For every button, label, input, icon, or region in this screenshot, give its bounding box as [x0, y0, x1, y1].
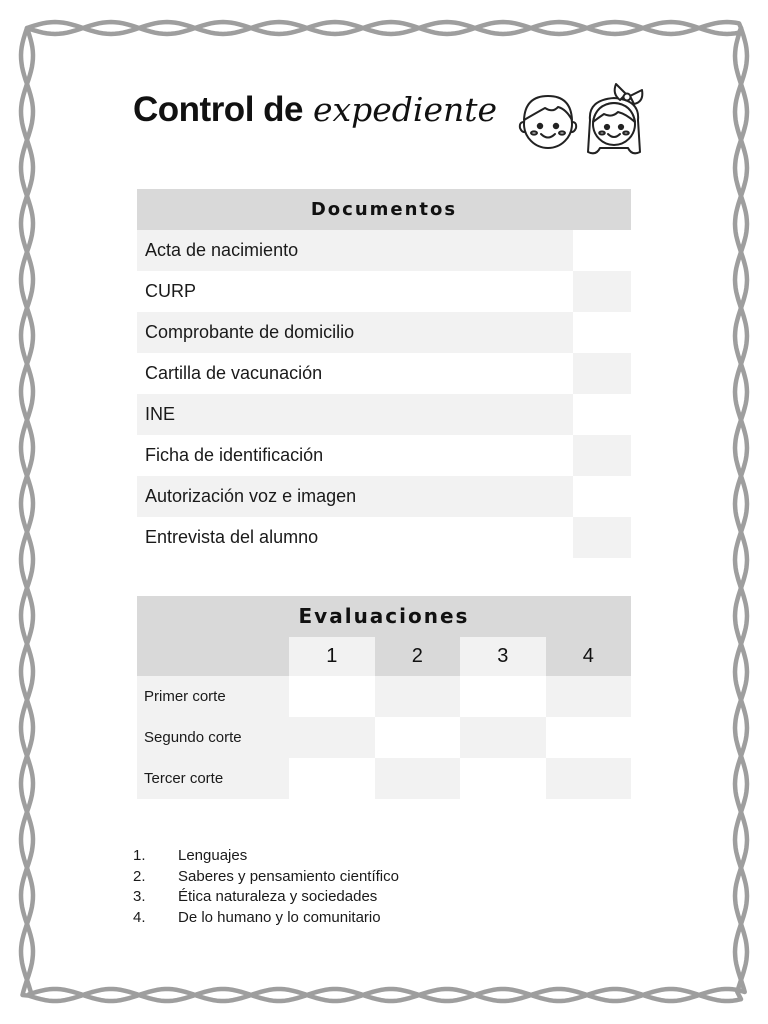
document-check-cell — [573, 353, 631, 394]
document-label: CURP — [145, 281, 197, 301]
document-row — [137, 271, 631, 312]
document-row — [137, 353, 631, 394]
evaluation-column-number: 1 — [289, 637, 375, 676]
kids-illustration — [516, 76, 650, 160]
documents-header: Documentos — [137, 189, 631, 230]
list-text: Lenguajes — [178, 847, 248, 864]
document-label: Ficha de identificación — [145, 445, 324, 465]
document-check-cell — [573, 517, 631, 558]
evaluation-cell — [289, 717, 375, 758]
list-item — [133, 908, 553, 929]
list-number: 1. — [133, 847, 146, 864]
evaluation-cell — [546, 676, 632, 717]
document-label: Comprobante de domicilio — [137, 312, 573, 353]
evaluation-cell — [289, 676, 375, 717]
document-label: Cartilla de vacunación — [145, 363, 323, 383]
list-number: 4. — [133, 908, 146, 926]
document-row — [137, 517, 631, 558]
title-main: Control de — [133, 90, 303, 129]
evaluation-column-number: 3 — [460, 637, 546, 676]
evaluation-row-label: Tercer corte — [137, 758, 289, 799]
document-check-cell — [573, 271, 631, 312]
document-label: Autorización voz e imagen — [137, 476, 573, 517]
evaluation-cell — [289, 758, 375, 799]
list-item — [133, 887, 553, 908]
list-text: De lo humano y lo comunitario — [178, 908, 381, 926]
evaluation-row-label: Segundo corte — [137, 717, 289, 758]
document-check-cell — [573, 230, 631, 271]
document-row — [137, 312, 631, 353]
evaluation-cell — [546, 717, 632, 758]
evaluations-header-corner — [137, 637, 289, 676]
document-label: INE — [137, 394, 573, 435]
evaluation-cell — [460, 758, 546, 799]
list-item — [133, 846, 553, 867]
list-item — [133, 867, 553, 888]
title-script: expediente — [312, 90, 498, 129]
evaluations-column-header-row — [137, 637, 631, 676]
evaluation-row — [137, 758, 631, 799]
evaluation-row — [137, 717, 631, 758]
page-title — [133, 90, 497, 146]
evaluations-table — [137, 596, 631, 799]
list-number: 3. — [133, 888, 146, 905]
document-row — [137, 394, 631, 435]
evaluation-cell — [460, 676, 546, 717]
boy-face-icon — [520, 96, 576, 148]
document-row — [137, 476, 631, 517]
list-text: Saberes y pensamiento científico — [178, 867, 399, 885]
document-check-cell — [573, 476, 631, 517]
evaluation-cell — [375, 758, 461, 799]
documents-table — [137, 189, 631, 558]
evaluation-row-label: Primer corte — [137, 676, 289, 717]
document-check-cell — [573, 312, 631, 353]
evaluation-cell — [375, 717, 461, 758]
document-check-cell — [573, 435, 631, 476]
evaluation-row — [137, 676, 631, 717]
list-number: 2. — [133, 867, 146, 885]
evaluation-cell — [375, 676, 461, 717]
evaluation-column-number: 2 — [375, 637, 461, 676]
evaluation-column-number: 4 — [546, 637, 632, 676]
girl-face-icon — [588, 84, 642, 153]
document-check-cell — [573, 394, 631, 435]
document-row — [137, 230, 631, 271]
fields-legend-list — [133, 846, 553, 928]
evaluation-cell — [460, 717, 546, 758]
document-row — [137, 435, 631, 476]
list-text: Ética naturaleza y sociedades — [178, 888, 378, 905]
document-label: Acta de nacimiento — [137, 230, 573, 271]
evaluation-cell — [546, 758, 632, 799]
evaluations-header: Evaluaciones — [137, 596, 631, 637]
document-label: Entrevista del alumno — [145, 527, 319, 547]
